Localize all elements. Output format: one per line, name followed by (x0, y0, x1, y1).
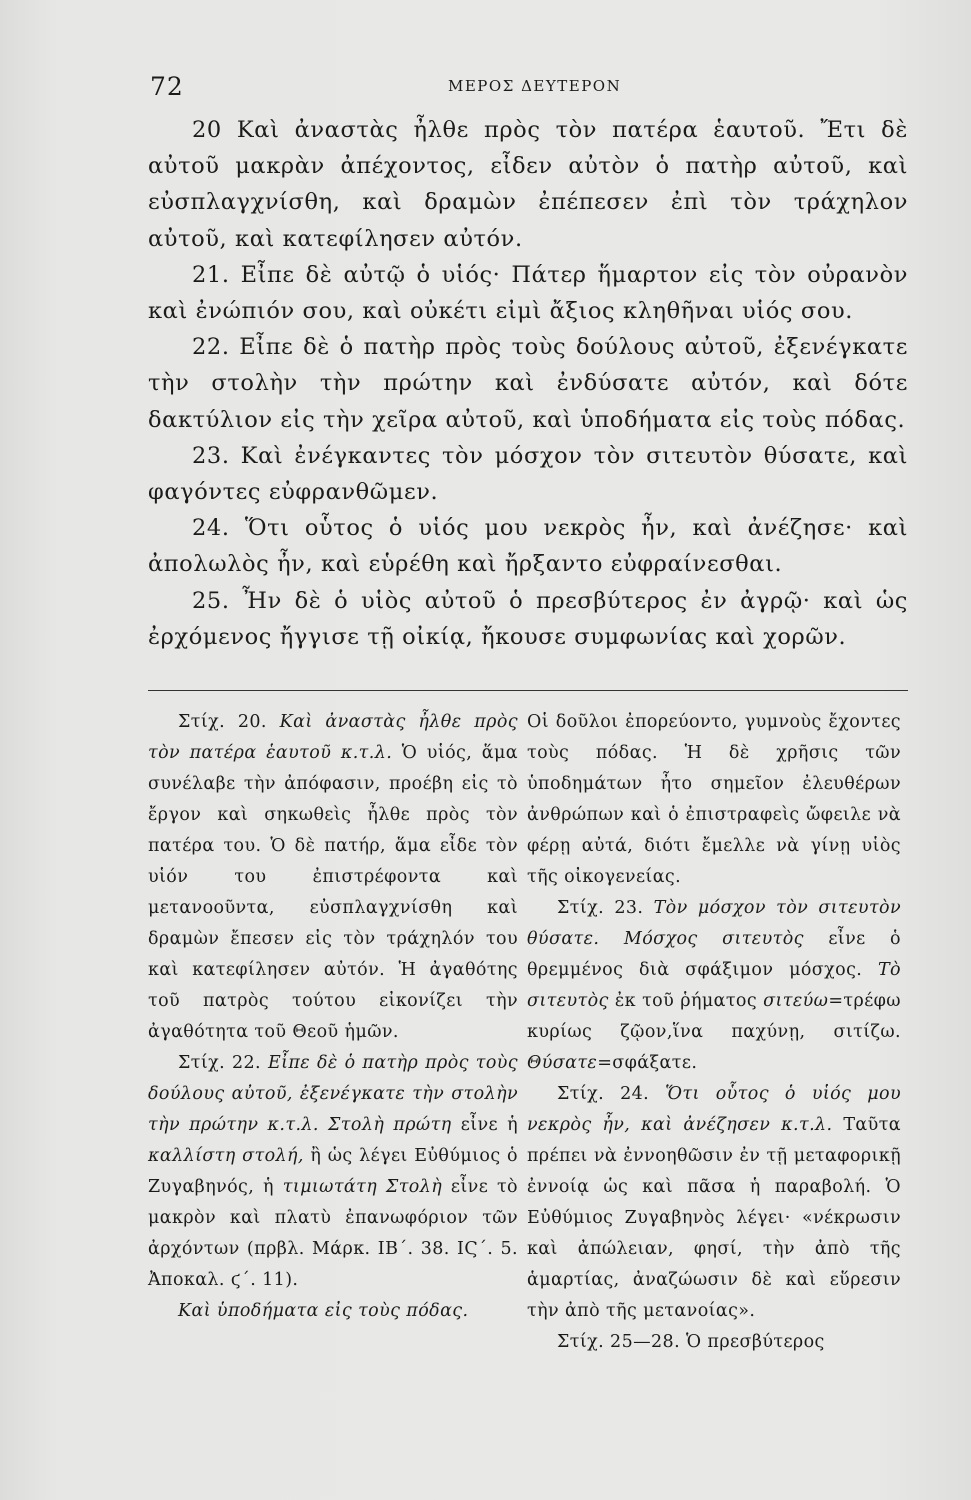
note-verse-22-sandals (148, 1296, 518, 1327)
note-lead: Στίχ. 23. (557, 898, 644, 918)
note-text: Ταῦτα πρέπει νὰ ἐννοηθῶσιν ἐν τῇ μεταφορικῇ ἐννοίᾳ ὡς καὶ πᾶσα ἡ παραβολή. Ὁ Εὐθύμιος Ζυγαβηνὸς λέγει· «νέκρωσιν καὶ ἀπώλειαν, φησί, τὴν ἀπὸ τῆς ἁμαρτίας, ἀναζώωσιν δὲ καὶ εὕρεσιν τὴν ἀπὸ τῆς μετανοίας». (527, 1115, 901, 1321)
note-verse-20 (148, 707, 518, 1048)
verse-20: 20 Καὶ ἀναστὰς ἦλθε πρὸς τὸν πατέρα ἑαυτοῦ. Ἔτι δὲ αὐτοῦ μακρὰν ἀπέχοντος, εἶδεν αὐτὸν ὁ πατὴρ αὐτοῦ, καὶ εὐσπλαγχνίσθη, καὶ δραμὼν ἐπέπεσεν ἐπὶ τὸν τράχηλον αὐτοῦ, καὶ κατεφίλησεν αὐτόν. (148, 117, 908, 252)
note-quote: Θύσατε (527, 1053, 598, 1073)
note-text: Ὁ υἱός, ἅμα συνέλαβε τὴν ἀπόφασιν, προέβη εἰς τὸ ἔργον καὶ σηκωθεὶς ἦλθε πρὸς τὸν πατέρα του. Ὁ δὲ πατήρ, ἅμα εἶδε τὸν υἱόν του ἐπιστρέφοντα καὶ μετανοοῦντα, εὐσπλαγχνίσθη καὶ δραμὼν ἔπεσεν εἰς τὸν τράχηλόν του καὶ κατεφίλησεν αὐτόν. Ἡ ἀγαθότης τοῦ πατρὸς τούτου εἰκονίζει τὴν ἀγαθότητα τοῦ Θεοῦ ἡμῶν. (148, 743, 518, 1042)
verse-24: 24. Ὅτι οὗτος ὁ υἱός μου νεκρὸς ἦν, καὶ ἀνέζησε· καὶ ἀπολωλὸς ἦν, καὶ εὑρέθη καὶ ἤρξαντο εὐφραίνεσθαι. (148, 515, 908, 578)
note-verse-24 (527, 1079, 901, 1327)
note-quote: Ὅτι οὗτος ὁ υἱός μου νεκρὸς ἦν, καὶ ἀνέζησεν κ.τ.λ. (527, 1084, 901, 1135)
note-text: Ὁ πρεσβύτερος (686, 1332, 825, 1352)
commentary-right-column (527, 707, 901, 1358)
note-text: εἶνε τὸ μακρὸν καὶ πλατὺ ἐπανωφόριον τῶν ἀρχόντων (πρβλ. Μάρκ. ΙΒ΄. 38. ΙϚ΄. 5. Ἀποκαλ. ϛ΄. 11). (148, 1177, 518, 1290)
note-text: ἢ ὡς λέγει Εὐθύμιος ὁ Ζυγαβηνός, ἡ (148, 1146, 518, 1197)
main-text (148, 112, 908, 655)
note-text: εἶνε ὁ θρεμμένος διὰ σφάξιμον μόσχος. (527, 929, 901, 980)
note-lead: Στίχ. 22. (178, 1053, 262, 1073)
note-text: ἐκ τοῦ ῥήματος (614, 991, 758, 1011)
note-quote: Τὸν μόσχον τὸν σιτευτὸν θύσατε. (527, 898, 901, 949)
note-quote: Μόσχος σιτευτὸς (623, 929, 804, 949)
verse-22: 22. Εἶπε δὲ ὁ πατὴρ πρὸς τοὺς δούλους αὐτοῦ, ἐξενέγκατε τὴν στολὴν τὴν πρώτην καὶ ἐνδύσατε αὐτόν, καὶ δότε δακτύλιον εἰς τὴν χεῖρα αὐτοῦ, καὶ ὑποδήματα εἰς τοὺς πόδας. (148, 334, 908, 433)
note-verse-23 (527, 893, 901, 1079)
verse-23: 23. Καὶ ἐνέγκαντες τὸν μόσχον τὸν σιτευτὸν θύσατε, καὶ φαγόντες εὐφρανθῶμεν. (148, 442, 908, 506)
note-quote: Τὸ σιτευτὸς (527, 960, 901, 1011)
note-verse-22 (148, 1048, 518, 1296)
footnote-divider (148, 690, 908, 691)
note-continuation: Οἱ δοῦλοι ἐπορεύοντο, γυμνοὺς ἔχοντες τοὺς πόδας. Ἡ δὲ χρῆσις τῶν ὑποδημάτων ἦτο σημεῖον ἐλευθέρων ἀνθρώπων καὶ ὁ ἐπιστραφεὶς ὤφειλε νὰ φέρῃ αὐτά, διότι ἔμελλε νὰ γίνῃ υἱὸς τῆς οἰκογενείας. (527, 712, 901, 887)
page-number: 72 (150, 72, 184, 101)
note-text: =σφάξατε. (597, 1053, 698, 1073)
verse-21: 21. Εἶπε δὲ αὐτῷ ὁ υἱός· Πάτερ ἥμαρτον εἰς τὸν οὐρανὸν καὶ ἐνώπιόν σου, καὶ οὐκέτι εἰμὶ ἄξιος κληθῆναι υἱός σου. (148, 261, 908, 325)
note-quote: καλλίστη στολή, (148, 1146, 304, 1166)
verse-25: 25. Ἦν δὲ ὁ υἱὸς αὐτοῦ ὁ πρεσβύτερος ἐν ἀγρῷ· καὶ ὡς ἐρχόμενος ἤγγισε τῇ οἰκίᾳ, ἤκουσε συμφωνίας καὶ χορῶν. (148, 587, 908, 650)
running-head: ΜΕΡΟΣ ΔΕΥΤΕΡΟΝ (448, 77, 622, 95)
note-quote: Στολὴ (385, 1177, 443, 1197)
note-quote: Καὶ ὑποδήματα εἰς τοὺς πόδας. (178, 1301, 469, 1321)
commentary-left-column (148, 707, 518, 1327)
note-verse-25-28 (527, 1327, 901, 1358)
note-lead: Στίχ. 20. (178, 712, 267, 732)
note-text: εἶνε ἡ (460, 1115, 518, 1135)
note-text: =τρέφω κυρίως ζῷον,ἵνα παχύνῃ, σιτίζω. (527, 991, 901, 1042)
note-quote: Εἶπε δὲ ὁ πατὴρ πρὸς τοὺς δούλους αὐτοῦ, ἐξενέγκατε τὴν στολὴν τὴν πρώτην κ.τ.λ. Στολὴ πρώτη (148, 1053, 518, 1135)
note-lead: Στίχ. 25—28. (557, 1332, 681, 1352)
note-quote: Καὶ ἀναστὰς ἦλθε πρὸς τὸν πατέρα ἑαυτοῦ κ.τ.λ. (148, 712, 519, 763)
note-lead: Στίχ. 24. (557, 1084, 650, 1104)
note-quote: τιμιωτάτη (282, 1177, 378, 1197)
note-quote: σιτεύω (763, 991, 829, 1011)
